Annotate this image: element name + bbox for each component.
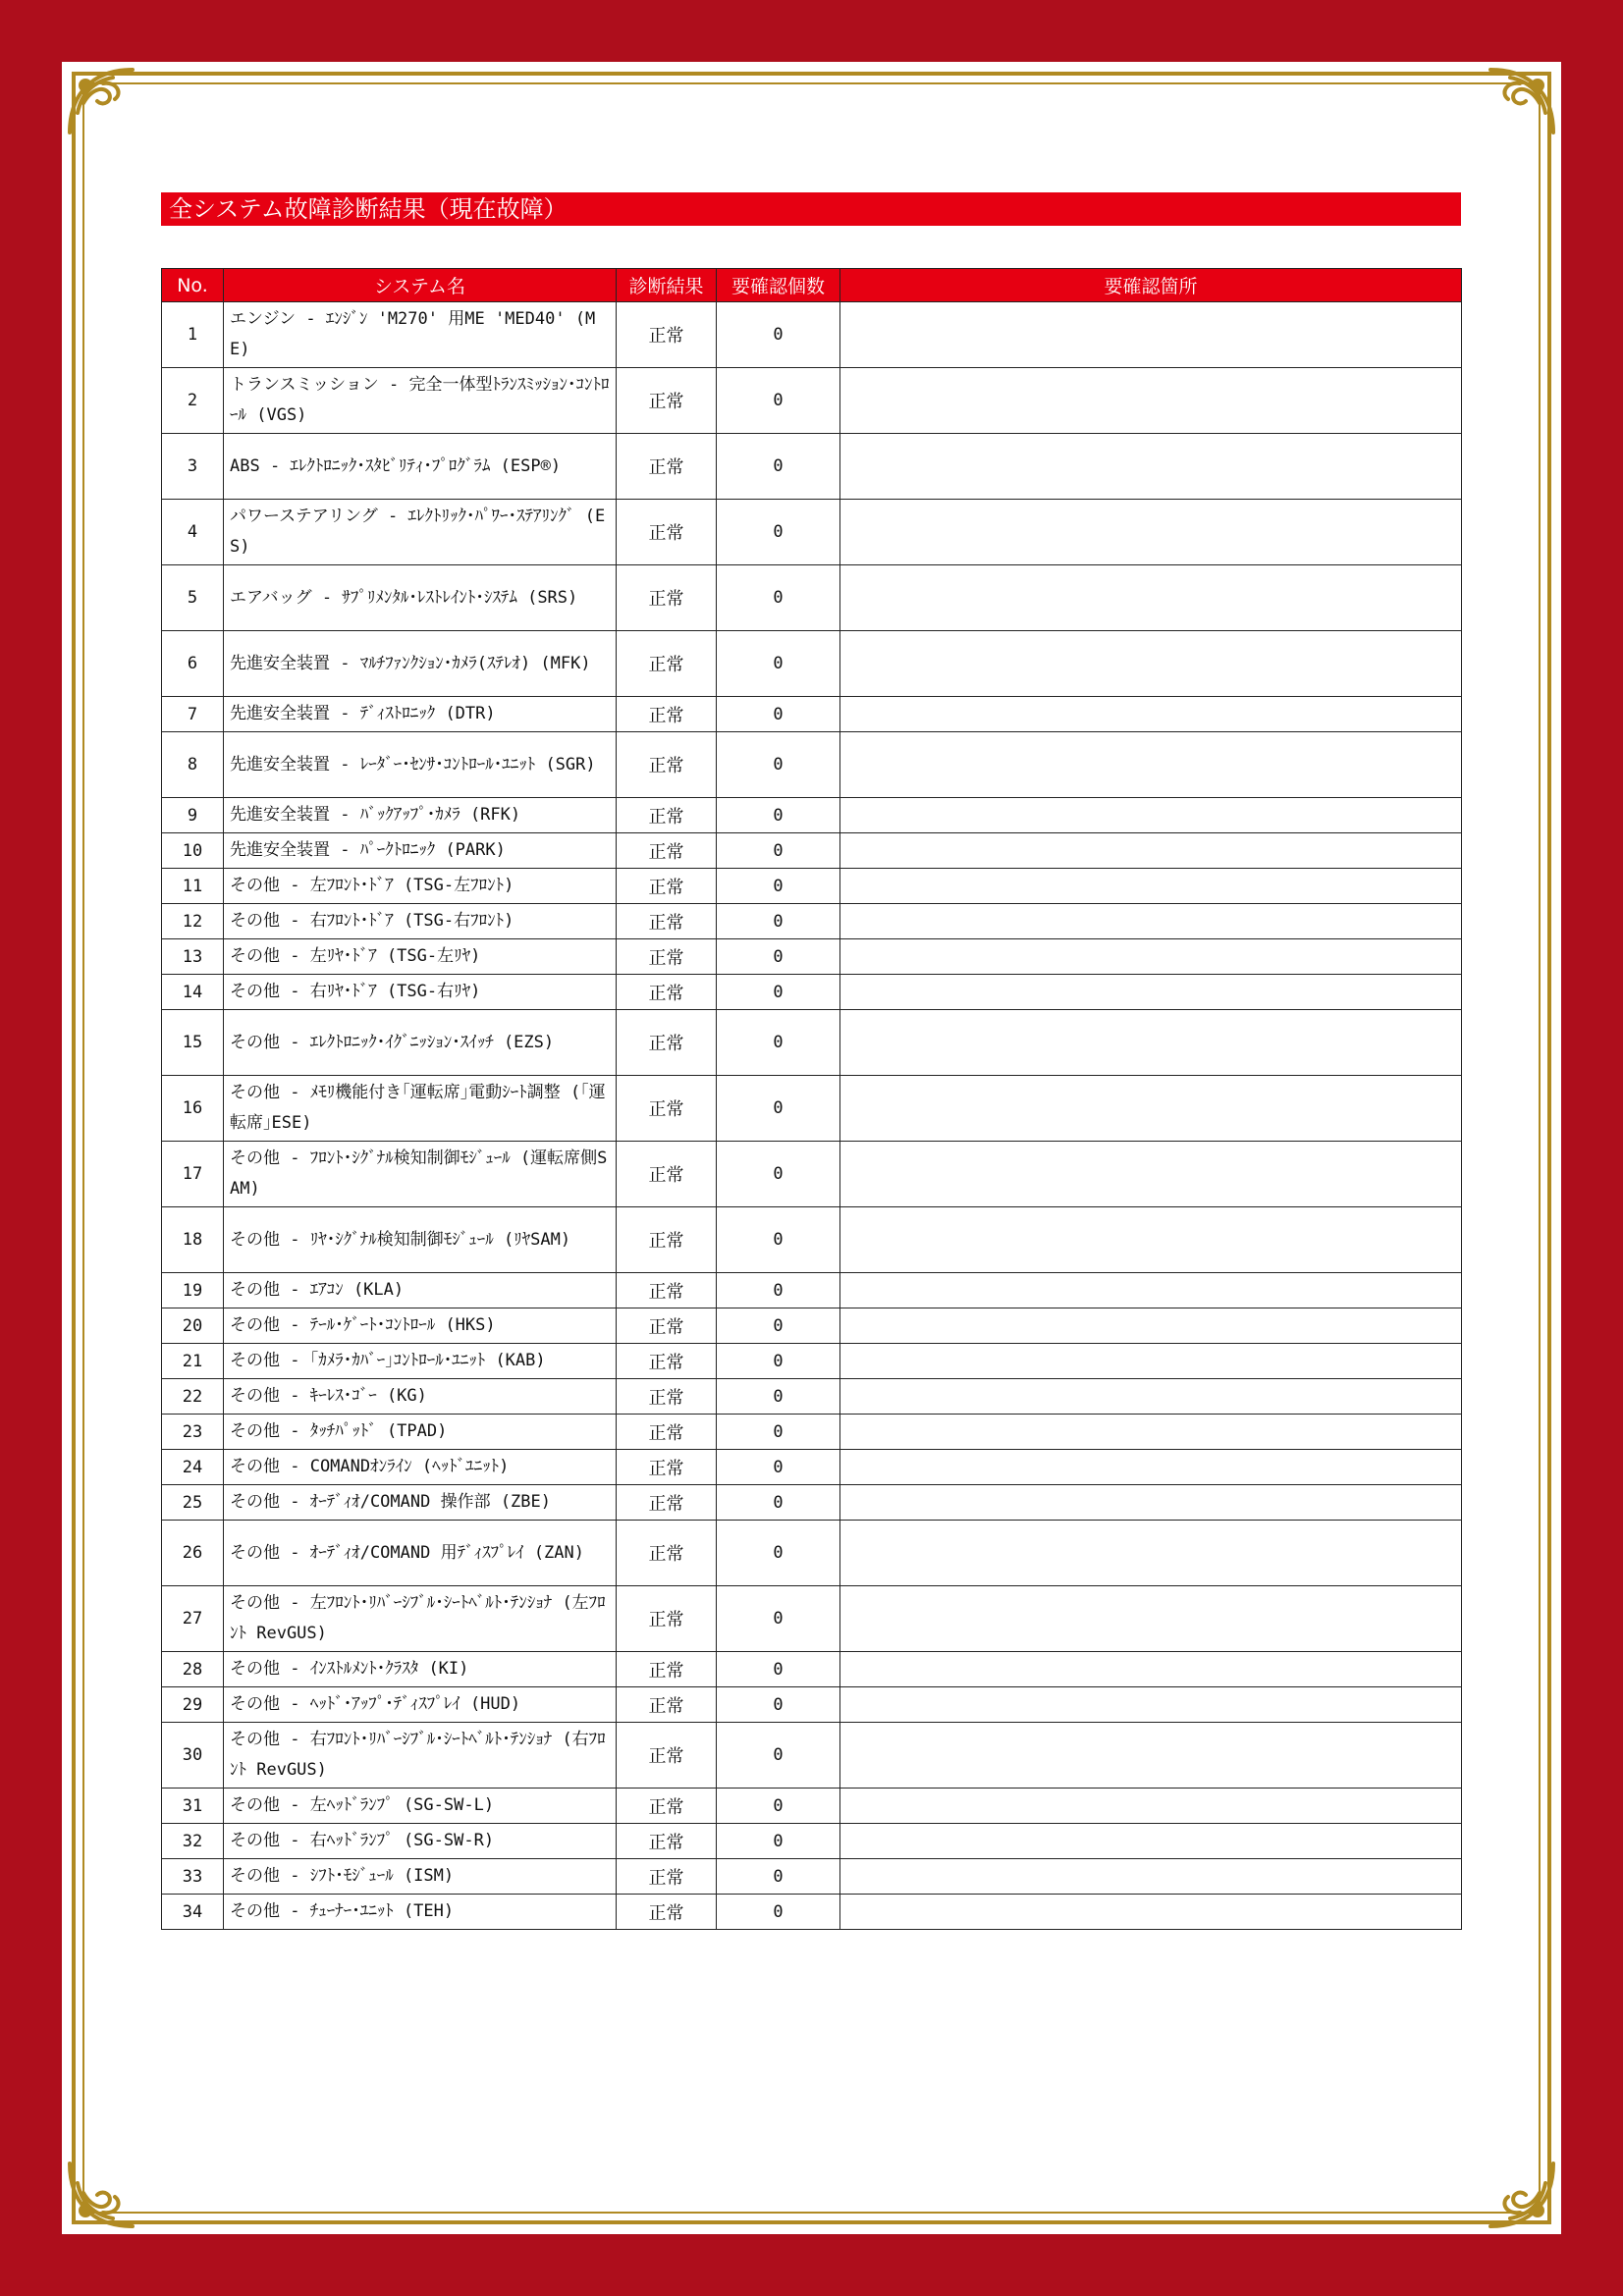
- check-locations: [840, 1723, 1462, 1789]
- row-number: 25: [162, 1485, 224, 1521]
- check-locations: [840, 368, 1462, 434]
- check-count: 0: [717, 1415, 840, 1450]
- row-number: 5: [162, 565, 224, 631]
- row-number: 26: [162, 1521, 224, 1586]
- check-count: 0: [717, 697, 840, 732]
- corner-ornament-icon: [64, 2142, 154, 2232]
- header-locations: 要確認箇所: [840, 269, 1462, 302]
- corner-ornament-icon: [1469, 64, 1559, 154]
- diagnosis-result: 正常: [617, 1450, 717, 1485]
- check-locations: [840, 500, 1462, 565]
- row-number: 30: [162, 1723, 224, 1789]
- table-row: [162, 1379, 1462, 1415]
- diagnosis-result: 正常: [617, 1789, 717, 1824]
- diagnosis-result: 正常: [617, 1308, 717, 1344]
- table-row: [162, 565, 1462, 631]
- check-locations: [840, 1308, 1462, 1344]
- diagnosis-table: [161, 268, 1462, 1930]
- check-locations: [840, 1450, 1462, 1485]
- row-number: 18: [162, 1207, 224, 1273]
- table-row: [162, 631, 1462, 697]
- system-name: その他 - 右ﾘﾔ･ﾄﾞｱ (TSG-右ﾘﾔ): [224, 975, 617, 1010]
- check-count: 0: [717, 1789, 840, 1824]
- check-locations: [840, 1415, 1462, 1450]
- row-number: 20: [162, 1308, 224, 1344]
- table-row: [162, 697, 1462, 732]
- system-name: その他 - ｼﾌﾄ･ﾓｼﾞｭｰﾙ (ISM): [224, 1859, 617, 1895]
- system-name: その他 - 右ﾌﾛﾝﾄ･ﾘﾊﾞｰｼﾌﾞﾙ･ｼｰﾄﾍﾞﾙﾄ･ﾃﾝｼｮﾅ (右ﾌﾛﾝﾄ RevGUS): [224, 1723, 617, 1789]
- system-name: その他 - 右ﾌﾛﾝﾄ･ﾄﾞｱ (TSG-右ﾌﾛﾝﾄ): [224, 904, 617, 939]
- report-page: [62, 62, 1561, 2234]
- check-count: 0: [717, 1723, 840, 1789]
- table-row: [162, 1308, 1462, 1344]
- row-number: 1: [162, 302, 224, 368]
- check-locations: [840, 1344, 1462, 1379]
- check-count: 0: [717, 904, 840, 939]
- table-row: [162, 434, 1462, 500]
- diagnosis-result: 正常: [617, 1652, 717, 1687]
- table-header-row: [162, 269, 1462, 302]
- check-count: 0: [717, 434, 840, 500]
- system-name: その他 - ﾃｰﾙ･ｹﾞｰﾄ･ｺﾝﾄﾛｰﾙ (HKS): [224, 1308, 617, 1344]
- diagnosis-result: 正常: [617, 1076, 717, 1142]
- row-number: 12: [162, 904, 224, 939]
- table-row: [162, 1521, 1462, 1586]
- system-name: その他 - ﾍｯﾄﾞ･ｱｯﾌﾟ･ﾃﾞｨｽﾌﾟﾚｲ (HUD): [224, 1687, 617, 1723]
- row-number: 13: [162, 939, 224, 975]
- diagnosis-result: 正常: [617, 1586, 717, 1652]
- diagnosis-result: 正常: [617, 697, 717, 732]
- check-count: 0: [717, 1379, 840, 1415]
- diagnosis-result: 正常: [617, 1687, 717, 1723]
- check-locations: [840, 833, 1462, 869]
- system-name: その他 - 左ﾍｯﾄﾞﾗﾝﾌﾟ (SG-SW-L): [224, 1789, 617, 1824]
- row-number: 22: [162, 1379, 224, 1415]
- table-row: [162, 1207, 1462, 1273]
- diagnosis-result: 正常: [617, 904, 717, 939]
- system-name: その他 - ﾘﾔ･ｼｸﾞﾅﾙ検知制御ﾓｼﾞｭｰﾙ (ﾘﾔSAM): [224, 1207, 617, 1273]
- row-number: 9: [162, 798, 224, 833]
- diagnosis-result: 正常: [617, 869, 717, 904]
- check-locations: [840, 904, 1462, 939]
- check-locations: [840, 939, 1462, 975]
- table-row: [162, 1485, 1462, 1521]
- system-name: エアバッグ - ｻﾌﾟﾘﾒﾝﾀﾙ･ﾚｽﾄﾚｲﾝﾄ･ｼｽﾃﾑ (SRS): [224, 565, 617, 631]
- table-row: [162, 1652, 1462, 1687]
- check-count: 0: [717, 1824, 840, 1859]
- check-count: 0: [717, 732, 840, 798]
- row-number: 31: [162, 1789, 224, 1824]
- row-number: 10: [162, 833, 224, 869]
- system-name: パワーステアリング - ｴﾚｸﾄﾘｯｸ･ﾊﾟﾜｰ･ｽﾃｱﾘﾝｸﾞ (ES): [224, 500, 617, 565]
- system-name: その他 - ｲﾝｽﾄﾙﾒﾝﾄ･ｸﾗｽﾀ (KI): [224, 1652, 617, 1687]
- diagnosis-result: 正常: [617, 975, 717, 1010]
- table-row: [162, 1824, 1462, 1859]
- table-row: [162, 1859, 1462, 1895]
- header-result: 診断結果: [617, 269, 717, 302]
- diagnosis-result: 正常: [617, 434, 717, 500]
- system-name: その他 - ｵｰﾃﾞｨｵ/COMAND 用ﾃﾞｨｽﾌﾟﾚｲ (ZAN): [224, 1521, 617, 1586]
- check-count: 0: [717, 1308, 840, 1344]
- check-locations: [840, 798, 1462, 833]
- system-name: その他 - 右ﾍｯﾄﾞﾗﾝﾌﾟ (SG-SW-R): [224, 1824, 617, 1859]
- row-number: 21: [162, 1344, 224, 1379]
- check-count: 0: [717, 302, 840, 368]
- check-locations: [840, 1485, 1462, 1521]
- table-row: [162, 302, 1462, 368]
- check-locations: [840, 434, 1462, 500]
- table-row: [162, 1142, 1462, 1207]
- check-count: 0: [717, 1895, 840, 1930]
- row-number: 4: [162, 500, 224, 565]
- header-no: No.: [162, 269, 224, 302]
- system-name: エンジン - ｴﾝｼﾞﾝ 'M270' 用ME 'MED40' (ME): [224, 302, 617, 368]
- diagnosis-result: 正常: [617, 368, 717, 434]
- check-count: 0: [717, 1687, 840, 1723]
- check-count: 0: [717, 1450, 840, 1485]
- table-row: [162, 904, 1462, 939]
- table-row: [162, 1789, 1462, 1824]
- system-name: その他 - 左ﾌﾛﾝﾄ･ﾘﾊﾞｰｼﾌﾞﾙ･ｼｰﾄﾍﾞﾙﾄ･ﾃﾝｼｮﾅ (左ﾌﾛﾝﾄ RevGUS): [224, 1586, 617, 1652]
- row-number: 32: [162, 1824, 224, 1859]
- check-locations: [840, 1859, 1462, 1895]
- system-name: 先進安全装置 - ﾃﾞｨｽﾄﾛﾆｯｸ (DTR): [224, 697, 617, 732]
- corner-ornament-icon: [1469, 2142, 1559, 2232]
- diagnosis-result: 正常: [617, 1010, 717, 1076]
- system-name: 先進安全装置 - ﾊﾞｯｸｱｯﾌﾟ･ｶﾒﾗ (RFK): [224, 798, 617, 833]
- diagnosis-result: 正常: [617, 1273, 717, 1308]
- system-name: その他 - ｴﾚｸﾄﾛﾆｯｸ･ｲｸﾞﾆｯｼｮﾝ･ｽｲｯﾁ (EZS): [224, 1010, 617, 1076]
- diagnosis-result: 正常: [617, 1415, 717, 1450]
- diagnosis-result: 正常: [617, 939, 717, 975]
- diagnosis-result: 正常: [617, 1142, 717, 1207]
- check-count: 0: [717, 565, 840, 631]
- check-count: 0: [717, 1652, 840, 1687]
- table-body: [162, 302, 1462, 1930]
- diagnosis-result: 正常: [617, 1859, 717, 1895]
- table-row: [162, 1076, 1462, 1142]
- table-row: [162, 833, 1462, 869]
- check-locations: [840, 1687, 1462, 1723]
- check-locations: [840, 1207, 1462, 1273]
- check-count: 0: [717, 1207, 840, 1273]
- diagnosis-result: 正常: [617, 1723, 717, 1789]
- check-count: 0: [717, 1344, 840, 1379]
- check-locations: [840, 1142, 1462, 1207]
- check-count: 0: [717, 1859, 840, 1895]
- row-number: 28: [162, 1652, 224, 1687]
- table-row: [162, 732, 1462, 798]
- table-row: [162, 1415, 1462, 1450]
- check-locations: [840, 1586, 1462, 1652]
- row-number: 2: [162, 368, 224, 434]
- check-locations: [840, 1010, 1462, 1076]
- check-locations: [840, 1652, 1462, 1687]
- check-locations: [840, 1895, 1462, 1930]
- check-locations: [840, 975, 1462, 1010]
- system-name: 先進安全装置 - ﾏﾙﾁﾌｧﾝｸｼｮﾝ･ｶﾒﾗ(ｽﾃﾚｵ) (MFK): [224, 631, 617, 697]
- system-name: その他 - ﾀｯﾁﾊﾟｯﾄﾞ (TPAD): [224, 1415, 617, 1450]
- report-title: 全システム故障診断結果（現在故障）: [161, 192, 1461, 226]
- system-name: 先進安全装置 - ﾊﾟｰｸﾄﾛﾆｯｸ (PARK): [224, 833, 617, 869]
- table-row: [162, 500, 1462, 565]
- check-count: 0: [717, 1586, 840, 1652]
- row-number: 27: [162, 1586, 224, 1652]
- row-number: 29: [162, 1687, 224, 1723]
- check-count: 0: [717, 939, 840, 975]
- table-row: [162, 1450, 1462, 1485]
- row-number: 24: [162, 1450, 224, 1485]
- table-row: [162, 798, 1462, 833]
- diagnosis-result: 正常: [617, 302, 717, 368]
- row-number: 16: [162, 1076, 224, 1142]
- check-count: 0: [717, 975, 840, 1010]
- table-row: [162, 368, 1462, 434]
- table-row: [162, 1586, 1462, 1652]
- table-row: [162, 1723, 1462, 1789]
- system-name: ABS - ｴﾚｸﾄﾛﾆｯｸ･ｽﾀﾋﾞﾘﾃｨ･ﾌﾟﾛｸﾞﾗﾑ (ESP®): [224, 434, 617, 500]
- table-row: [162, 1344, 1462, 1379]
- system-name: その他 - ｵｰﾃﾞｨｵ/COMAND 操作部 (ZBE): [224, 1485, 617, 1521]
- system-name: その他 - ｢ｶﾒﾗ･ｶﾊﾞｰ｣ｺﾝﾄﾛｰﾙ･ﾕﾆｯﾄ (KAB): [224, 1344, 617, 1379]
- row-number: 15: [162, 1010, 224, 1076]
- check-count: 0: [717, 368, 840, 434]
- system-name: その他 - ﾒﾓﾘ機能付き｢運転席｣電動ｼｰﾄ調整 (｢運転席｣ESE): [224, 1076, 617, 1142]
- check-locations: [840, 732, 1462, 798]
- check-count: 0: [717, 833, 840, 869]
- diagnosis-result: 正常: [617, 500, 717, 565]
- check-count: 0: [717, 1010, 840, 1076]
- check-count: 0: [717, 798, 840, 833]
- row-number: 34: [162, 1895, 224, 1930]
- table-row: [162, 939, 1462, 975]
- check-count: 0: [717, 1076, 840, 1142]
- diagnosis-result: 正常: [617, 1379, 717, 1415]
- diagnosis-result: 正常: [617, 565, 717, 631]
- system-name: 先進安全装置 - ﾚｰﾀﾞｰ･ｾﾝｻ･ｺﾝﾄﾛｰﾙ･ﾕﾆｯﾄ (SGR): [224, 732, 617, 798]
- system-name: トランスミッション - 完全一体型ﾄﾗﾝｽﾐｯｼｮﾝ･ｺﾝﾄﾛｰﾙ (VGS): [224, 368, 617, 434]
- check-locations: [840, 697, 1462, 732]
- row-number: 8: [162, 732, 224, 798]
- diagnosis-result: 正常: [617, 631, 717, 697]
- check-locations: [840, 302, 1462, 368]
- diagnosis-result: 正常: [617, 833, 717, 869]
- system-name: その他 - 左ﾘﾔ･ﾄﾞｱ (TSG-左ﾘﾔ): [224, 939, 617, 975]
- check-count: 0: [717, 1142, 840, 1207]
- check-count: 0: [717, 1485, 840, 1521]
- diagnosis-result: 正常: [617, 798, 717, 833]
- system-name: その他 - ｴｱｺﾝ (KLA): [224, 1273, 617, 1308]
- check-locations: [840, 869, 1462, 904]
- row-number: 6: [162, 631, 224, 697]
- table-row: [162, 1687, 1462, 1723]
- system-name: その他 - ﾌﾛﾝﾄ･ｼｸﾞﾅﾙ検知制御ﾓｼﾞｭｰﾙ (運転席側SAM): [224, 1142, 617, 1207]
- row-number: 23: [162, 1415, 224, 1450]
- check-locations: [840, 631, 1462, 697]
- check-locations: [840, 1521, 1462, 1586]
- row-number: 14: [162, 975, 224, 1010]
- check-locations: [840, 1273, 1462, 1308]
- diagnosis-result: 正常: [617, 1895, 717, 1930]
- row-number: 19: [162, 1273, 224, 1308]
- check-count: 0: [717, 1521, 840, 1586]
- diagnosis-result: 正常: [617, 1521, 717, 1586]
- check-count: 0: [717, 500, 840, 565]
- diagnosis-result: 正常: [617, 1207, 717, 1273]
- table-row: [162, 1895, 1462, 1930]
- table-row: [162, 1010, 1462, 1076]
- check-locations: [840, 1789, 1462, 1824]
- row-number: 11: [162, 869, 224, 904]
- check-locations: [840, 1379, 1462, 1415]
- check-count: 0: [717, 631, 840, 697]
- diagnosis-result: 正常: [617, 1824, 717, 1859]
- corner-ornament-icon: [64, 64, 154, 154]
- row-number: 17: [162, 1142, 224, 1207]
- diagnosis-result: 正常: [617, 1344, 717, 1379]
- system-name: その他 - ﾁｭｰﾅｰ･ﾕﾆｯﾄ (TEH): [224, 1895, 617, 1930]
- header-count: 要確認個数: [717, 269, 840, 302]
- table-row: [162, 975, 1462, 1010]
- diagnosis-result: 正常: [617, 732, 717, 798]
- header-system-name: システム名: [224, 269, 617, 302]
- check-locations: [840, 1824, 1462, 1859]
- check-locations: [840, 565, 1462, 631]
- diagnosis-result: 正常: [617, 1485, 717, 1521]
- row-number: 7: [162, 697, 224, 732]
- table-row: [162, 869, 1462, 904]
- check-count: 0: [717, 1273, 840, 1308]
- check-count: 0: [717, 869, 840, 904]
- system-name: その他 - ｷｰﾚｽ･ｺﾞｰ (KG): [224, 1379, 617, 1415]
- system-name: その他 - 左ﾌﾛﾝﾄ･ﾄﾞｱ (TSG-左ﾌﾛﾝﾄ): [224, 869, 617, 904]
- row-number: 3: [162, 434, 224, 500]
- system-name: その他 - COMANDｵﾝﾗｲﾝ (ﾍｯﾄﾞﾕﾆｯﾄ): [224, 1450, 617, 1485]
- table-row: [162, 1273, 1462, 1308]
- row-number: 33: [162, 1859, 224, 1895]
- check-locations: [840, 1076, 1462, 1142]
